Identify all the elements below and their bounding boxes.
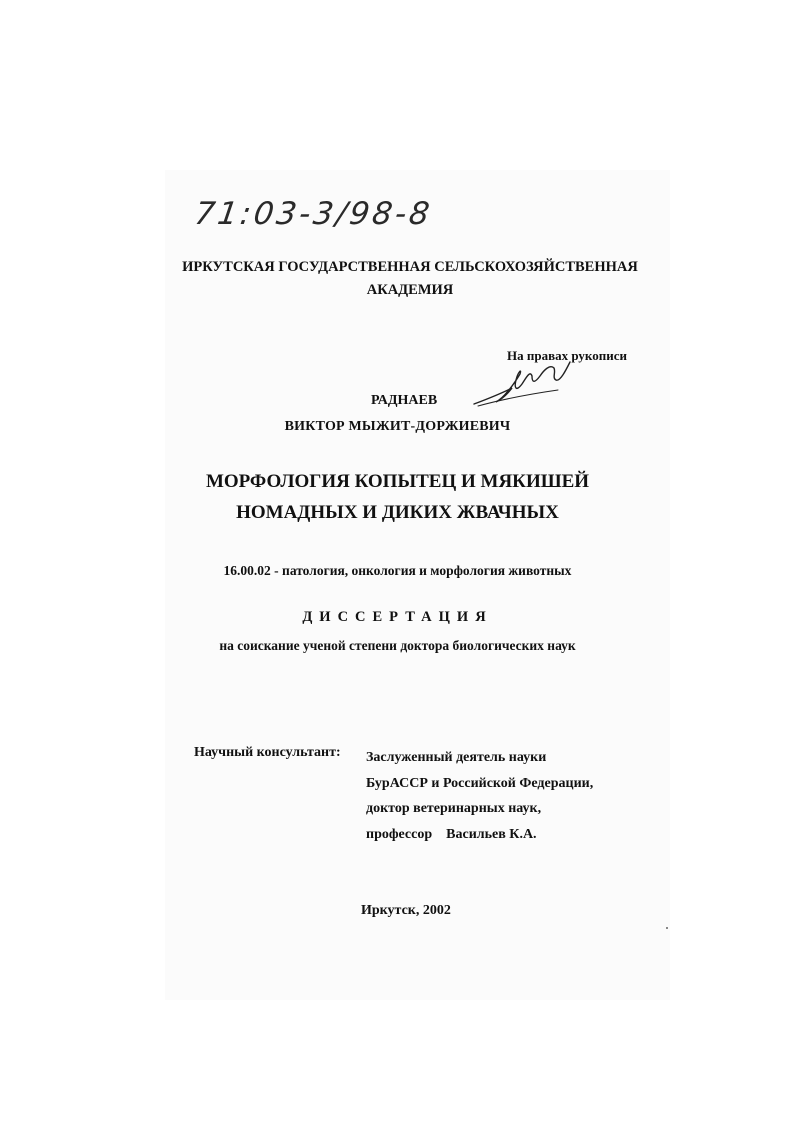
institution-line-1: ИРКУТСКАЯ ГОСУДАРСТВЕННАЯ СЕЛЬСКОХОЗЯЙСТВЕННАЯ: [182, 259, 638, 275]
city-year: Иркутск, 2002: [361, 903, 451, 918]
advisor-label: Научный консультант:: [194, 745, 341, 760]
handwritten-signature: [470, 354, 580, 414]
dissertation-title: [0, 466, 795, 528]
degree-line: на соискание ученой степени доктора биологических наук: [219, 638, 576, 653]
manuscript-rights-note: На правах рукописи: [507, 348, 627, 363]
specialty-code: 16.00.02 - патология, онкология и морфология животных: [223, 563, 572, 578]
advisor-line-3: доктор ветеринарных наук,: [366, 801, 542, 816]
advisor-line-2: БурАССР и Российской Федерации,: [366, 775, 594, 791]
author-given-names: ВИКТОР МЫЖИТ-ДОРЖИЕВИЧ: [284, 419, 511, 434]
title-line-1: МОРФОЛОГИЯ КОПЫТЕЦ И МЯКИШЕЙ: [205, 471, 590, 492]
advisor-line-1: Заслуженный деятель науки: [366, 750, 547, 765]
advisor-line-4: профессор Васильев К.А.: [366, 826, 537, 842]
scan-speck: [666, 927, 668, 929]
institution-name: [150, 256, 670, 302]
advisor-details: [366, 745, 593, 847]
document-type: ДИССЕРТАЦИЯ: [302, 609, 493, 625]
institution-line-2: АКАДЕМИЯ: [366, 282, 454, 298]
title-line-2: НОМАДНЫХ И ДИКИХ ЖВАЧНЫХ: [236, 502, 559, 523]
author-surname: РАДНАЕВ: [371, 393, 438, 408]
archive-number: 71:03-3/98-8: [192, 196, 435, 232]
